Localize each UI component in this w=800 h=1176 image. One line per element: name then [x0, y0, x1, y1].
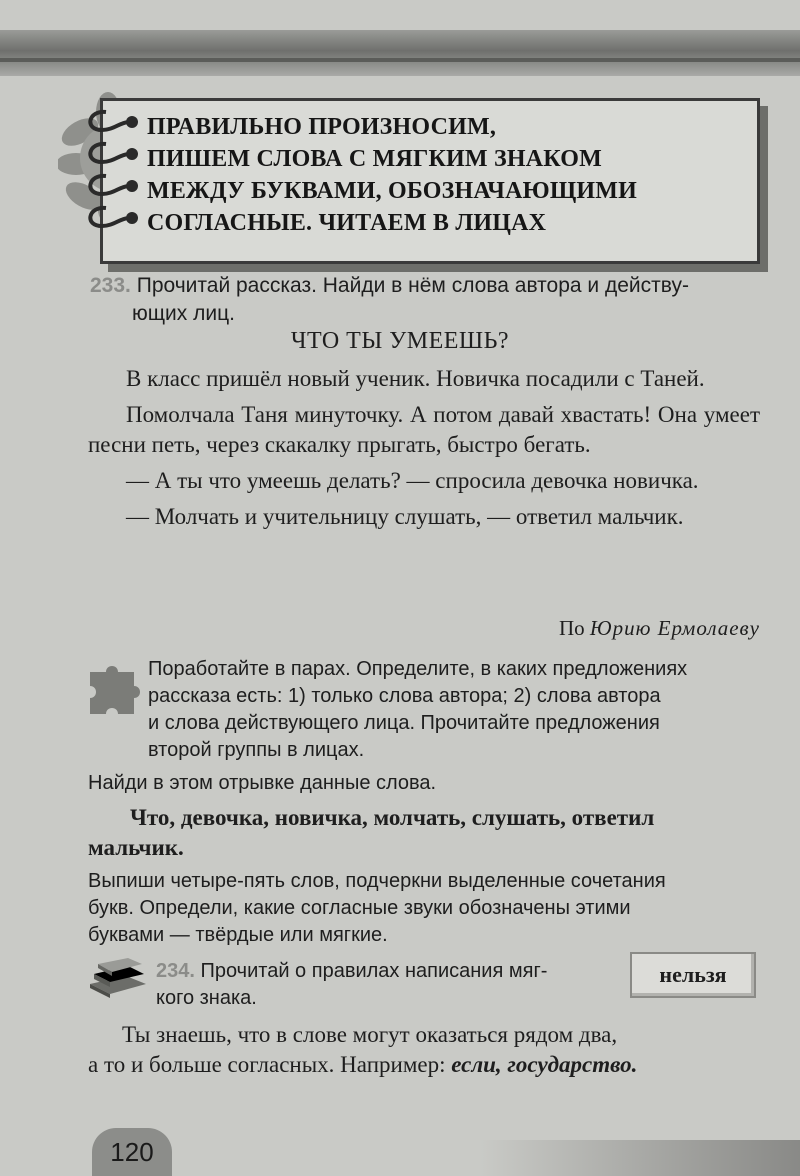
- books-reading-icon: [86, 954, 150, 998]
- heading-line-2: ПИШЕМ СЛОВА С МЯГКИМ ЗНАКОМ: [147, 145, 602, 172]
- puzzle-pair-work-icon: [86, 660, 144, 718]
- heading-line-1: ПРАВИЛЬНО ПРОИЗНОСИМ,: [147, 113, 497, 140]
- task-line: буквами — твёрдые или мягкие.: [88, 924, 388, 946]
- heading-line-3: МЕЖДУ БУКВАМИ, ОБОЗНАЧАЮЩИМИ: [147, 177, 637, 204]
- exercise-text-line: ющих лиц.: [132, 302, 235, 325]
- story-paragraph: — А ты что умеешь делать? — спросила девочка новичка.: [126, 468, 699, 493]
- find-words-task: Найди в этом отрывке данные слова.: [88, 772, 437, 794]
- spiral-bullet-icon: [80, 204, 140, 232]
- rule-line: а то и больше согласных. Например:: [88, 1052, 452, 1077]
- exercise-233: [90, 272, 770, 328]
- task-line: Поработайте в парах. Определите, в каких предложениях: [148, 658, 688, 680]
- task-line: букв. Определи, какие согласные звуки обозначены этими: [88, 897, 631, 919]
- word-list: [88, 803, 760, 863]
- task-line: Выпиши четыре-пять слов, подчеркни выделенные сочетания: [88, 870, 666, 892]
- top-decor-line: [0, 58, 800, 62]
- word-list-line: Что, девочка, новичка, молчать, слушать, ответил: [130, 805, 655, 830]
- bottom-page-shade: [480, 1140, 800, 1176]
- rule-examples: если, государство.: [451, 1052, 638, 1077]
- spiral-bullet-icon: [80, 172, 140, 200]
- spiral-bullet-icon: [80, 108, 140, 136]
- write-out-task: [88, 868, 760, 949]
- pair-work-task: [148, 656, 760, 764]
- spiral-bullet-icon: [80, 140, 140, 168]
- rule-text: [88, 1020, 760, 1080]
- story-title: ЧТО ТЫ УМЕЕШЬ?: [290, 328, 510, 354]
- task-line: и слова действующего лица. Прочитайте предложения: [148, 712, 660, 734]
- exercise-number: 233.: [90, 274, 131, 297]
- exercise-234: [156, 958, 616, 1012]
- vocabulary-word-card: нельзя: [630, 952, 756, 998]
- rule-line: Ты знаешь, что в слове могут оказаться рядом два,: [122, 1022, 618, 1047]
- story-text: [88, 364, 760, 538]
- top-decor-stripe: [0, 30, 800, 76]
- author-prefix: По: [559, 616, 585, 640]
- exercise-text-line: Прочитай о правилах написания мяг-: [200, 960, 548, 982]
- story-paragraph: — Молчать и учительницу слушать, — ответил мальчик.: [126, 504, 684, 529]
- story-paragraph: В класс пришёл новый ученик. Новичка посадили с Таней.: [126, 366, 705, 391]
- author-name: Юрию Ермолаеву: [589, 616, 760, 640]
- section-heading-box: [100, 98, 760, 264]
- story-author: [0, 616, 760, 641]
- exercise-text-line: Прочитай рассказ. Найди в нём слова автора и действу-: [136, 274, 689, 297]
- page-number: 120: [92, 1128, 172, 1176]
- exercise-text-line: кого знака.: [156, 987, 257, 1009]
- exercise-number: 234.: [156, 960, 195, 982]
- task-line: рассказа есть: 1) только слова автора; 2) слова автора: [148, 685, 661, 707]
- story-paragraph: Помолчала Таня минуточку. А потом давай хвастать! Она умеет песни петь, через скакалку прыгать, быстро бегать.: [88, 402, 760, 457]
- heading-line-4: СОГЛАСНЫЕ. ЧИТАЕМ В ЛИЦАХ: [147, 209, 547, 236]
- task-line: второй группы в лицах.: [148, 739, 365, 761]
- word-list-line: мальчик.: [88, 835, 184, 860]
